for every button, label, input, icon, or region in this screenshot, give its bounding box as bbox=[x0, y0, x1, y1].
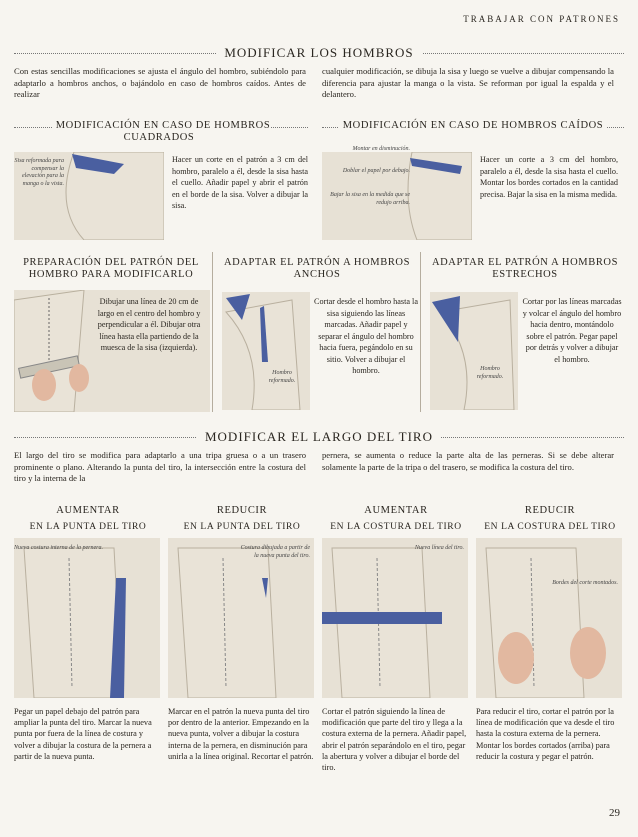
crotch-intro-right: pernera, se aumenta o reduce la parte alta de las perneras. Si se debe alterar solamente la parte de la tripa o del trasero, se modifica la costura del tiro. bbox=[322, 450, 614, 472]
crotch-intro-left: El largo del tiro se modifica para adaptarlo a una tripa gruesa o a un trasero prominente o plano. Alterando la punta del tiro, la intersección entre la costura del tiro y la interna de la bbox=[14, 450, 306, 483]
narrow-caption: Hombro reformado. bbox=[476, 366, 504, 380]
crotch-col-subtitle-4: EN LA COSTURA DEL TIRO bbox=[484, 522, 616, 532]
crotch-diagram-1 bbox=[14, 538, 160, 698]
sloping-caption-1: Montar en disminución. bbox=[352, 146, 410, 152]
crotch-col-subtitle-3: EN LA COSTURA DEL TIRO bbox=[330, 522, 462, 532]
crotch-col-subtitle-1: EN LA PUNTA DEL TIRO bbox=[29, 522, 147, 532]
section-title-shoulders: MODIFICAR LOS HOMBROS bbox=[14, 45, 624, 61]
crotch-text-1: Pegar un papel debajo del patrón para ampliar la punta del tiro. Marcar la nueva punta por fuera de la línea de costura y volver a dibujar la costura de la pernera a partir de la nueva punta. bbox=[14, 707, 152, 761]
broad-caption: Hombro reformado. bbox=[268, 370, 296, 384]
shoulders-intro-left: Con estas sencillas modificaciones se ajusta el ángulo del hombro, subiéndolo para adaptarlo a hombros anchos, o bajándolo en caso de hombros caídos. Antes de realizar bbox=[14, 66, 306, 99]
pattern-illustration bbox=[476, 538, 622, 698]
sloping-text: Hacer un corte a 3 cm del hombro, paralelo a él, desde la sisa hasta el cuello. Montar los bordes cortados en la cantidad precisa. Bajar la sisa en la misma medida. bbox=[480, 155, 618, 199]
divider bbox=[212, 252, 213, 412]
pattern-illustration bbox=[14, 538, 160, 698]
square-caption: Sisa reformada para compensar la elevación para la manga o la vista. bbox=[14, 158, 64, 187]
crotch-caption-4: Bordes del corte montados. bbox=[552, 580, 618, 586]
crotch-diagram-3 bbox=[322, 538, 468, 698]
pattern-illustration bbox=[222, 292, 310, 410]
sloping-shoulders-title: MODIFICACIÓN EN CASO DE HOMBROS CAÍDOS bbox=[322, 120, 624, 132]
square-text: Hacer un corte en el patrón a 3 cm del hombro, paralelo a él, desde la sisa hasta el cuello. Añadir papel y abrir el patrón en el borde de la sisa. Volver a dibujar la sisa. bbox=[172, 155, 308, 210]
crotch-text-3: Cortar el patrón siguiendo la línea de modificación que parte del tiro y llega a la costura externa de la pernera. Añadir papel, abrir el patrón separándolo en el tiro, pegar la abertura y volver a dibujar el borde del tiro. bbox=[322, 707, 467, 773]
running-title: TRABAJAR CON PATRONES bbox=[463, 14, 620, 24]
square-shoulders-title: MODIFICACIÓN EN CASO DE HOMBROS CUADRADOS bbox=[14, 120, 308, 144]
crotch-col-title-3: AUMENTAR bbox=[364, 505, 428, 516]
crotch-col-title-1: AUMENTAR bbox=[56, 505, 120, 516]
section-title-crotch: MODIFICAR EL LARGO DEL TIRO bbox=[14, 429, 624, 445]
broad-title: ADAPTAR EL PATRÓN A HOMBROS ANCHOS bbox=[223, 257, 411, 280]
pattern-illustration bbox=[430, 292, 518, 410]
crotch-caption-2: Costura dibujada a partir de la nueva punta del tiro. bbox=[240, 545, 310, 559]
crotch-col-title-2: REDUCIR bbox=[216, 505, 268, 516]
crotch-col-subtitle-2: EN LA PUNTA DEL TIRO bbox=[183, 522, 301, 532]
narrow-diagram bbox=[430, 292, 518, 410]
crotch-diagram-4 bbox=[476, 538, 622, 698]
crotch-caption-1: Nueva costura interna de la pernera. bbox=[14, 545, 103, 551]
prep-title: PREPARACIÓN DEL PATRÓN DEL HOMBRO PARA MODIFICARLO bbox=[23, 257, 199, 280]
prep-text: Dibujar una línea de 20 cm de largo en el centro del hombro y perpendicular a él. Dibujar otra línea hasta ella partiendo de la muesca de la sisa (izquierda). bbox=[97, 297, 201, 352]
sloping-caption-2: Doblar el papel por debajo. bbox=[342, 168, 410, 174]
narrow-title: ADAPTAR EL PATRÓN A HOMBROS ESTRECHOS bbox=[431, 257, 619, 280]
narrow-text: Cortar por las líneas marcadas y volcar el ángulo del hombro hacia dentro, montándolo sobre el patrón. Pegar papel por detrás y volver a dibujar el hombro. bbox=[522, 297, 622, 364]
crotch-col-title-4: REDUCIR bbox=[524, 505, 576, 516]
crotch-text-2: Marcar en el patrón la nueva punta del tiro por dentro de la anterior. Empezando en la nueva punta, volver a dibujar la costura interna de la pernera, en disminución para unirla a la línea original. Recortar el patrón. bbox=[168, 707, 314, 761]
pattern-illustration bbox=[168, 538, 314, 698]
page-number: 29 bbox=[609, 807, 620, 819]
crotch-text-4: Para reducir el tiro, cortar el patrón por la línea de modificación que va desde el tiro hasta la costura externa de la pernera. Montar los bordes cortados (arriba) para reducir la costura y pegar el patrón. bbox=[476, 707, 615, 761]
divider bbox=[420, 252, 421, 412]
sloping-caption-3: Bajar la sisa en la medida que se redujo arriba. bbox=[330, 192, 410, 206]
crotch-caption-3: Nueva línea del tiro. bbox=[414, 545, 464, 551]
broad-text: Cortar desde el hombro hasta la sisa siguiendo las líneas marcadas. Añadir papel y separar el ángulo del hombro hacia fuera, pegándolo en su sitio. Volver a dibujar el hombro. bbox=[314, 297, 418, 375]
broad-diagram bbox=[222, 292, 310, 410]
pattern-illustration bbox=[322, 538, 468, 698]
crotch-diagram-2 bbox=[168, 538, 314, 698]
shoulders-intro-right: cualquier modificación, se dibuja la sisa y luego se vuelve a dibujar compensando la diferencia para ajustar la manga o la vista. Se reforman por igual la espalda y el delantero. bbox=[322, 66, 614, 99]
